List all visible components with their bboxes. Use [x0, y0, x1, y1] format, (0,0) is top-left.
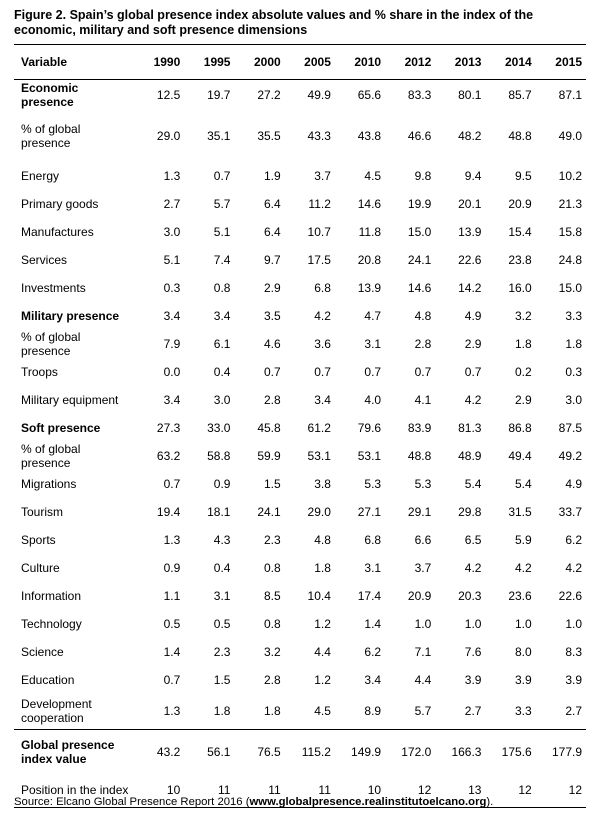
table-row: [14, 730, 586, 774]
table-cell: 4.2: [464, 392, 482, 407]
table-cell: 0.5: [163, 616, 181, 631]
table-cell: 19.9: [407, 196, 432, 211]
table-cell: 61.2: [307, 420, 331, 435]
table-cell: 20.9: [508, 196, 532, 211]
table-cell: 20.3: [458, 588, 482, 603]
column-header: 2000: [234, 45, 284, 80]
table-cell: 1.8: [565, 336, 582, 351]
table-cell: 13.9: [357, 280, 382, 295]
table-cell: 35.1: [207, 128, 231, 143]
row-label: Investments: [21, 280, 86, 295]
table-cell: 9.5: [515, 168, 532, 183]
table-cell: 5.4: [515, 476, 532, 491]
table-row: [14, 638, 586, 666]
table-cell: 4.0: [364, 392, 382, 407]
table-row: [14, 246, 586, 274]
table-cell: 4.8: [414, 308, 432, 323]
table-cell: 7.4: [213, 252, 231, 267]
row-label: Economic presence: [21, 80, 79, 109]
table-cell: 4.1: [414, 392, 432, 407]
table-cell: 3.1: [364, 336, 382, 351]
table-cell: 115.2: [301, 744, 331, 759]
table-cell: 6.8: [314, 280, 331, 295]
table-cell: 65.6: [357, 87, 382, 102]
figure-title: Figure 2. Spain’s global presence index absolute values and % share in the index of the economic, military and soft presence dimensions: [14, 8, 534, 37]
table-cell: 1.8: [263, 704, 281, 719]
table-cell: 14.2: [458, 280, 482, 295]
table-cell: 56.1: [207, 744, 231, 759]
table-cell: 0.4: [213, 364, 231, 379]
row-label: Military presence: [21, 308, 120, 323]
column-header: Variable: [14, 45, 134, 80]
table-cell: 2.3: [213, 644, 231, 659]
table-cell: 3.6: [314, 336, 331, 351]
table-cell: 3.4: [364, 672, 382, 687]
column-header: 2005: [285, 45, 335, 80]
table-cell: 23.8: [508, 252, 532, 267]
table-cell: 27.1: [357, 504, 382, 519]
table-cell: 49.0: [558, 128, 582, 143]
table-cell: 3.9: [565, 672, 582, 687]
table-row: [14, 526, 586, 554]
table-cell: 4.8: [314, 532, 331, 547]
table-cell: 27.2: [257, 87, 281, 102]
table-cell: 48.2: [458, 128, 482, 143]
table-cell: 1.8: [213, 704, 231, 719]
column-header: 2012: [385, 45, 435, 80]
table-cell: 6.2: [565, 532, 582, 547]
table-row: [14, 302, 586, 330]
table-cell: 23.6: [508, 588, 532, 603]
table-cell: 3.4: [163, 308, 181, 323]
table-cell: 59.9: [257, 448, 281, 463]
table-cell: 81.3: [458, 420, 482, 435]
table-cell: 0.7: [464, 364, 482, 379]
table-cell: 2.3: [263, 532, 281, 547]
table-cell: 33.7: [558, 504, 582, 519]
source-suffix: ).: [486, 796, 494, 808]
table-row: [14, 80, 586, 110]
table-cell: 1.9: [263, 168, 281, 183]
table-cell: 0.7: [414, 364, 432, 379]
table-cell: 19.7: [207, 87, 231, 102]
table-cell: 11.8: [358, 224, 382, 239]
table-cell: 20.1: [458, 196, 482, 211]
table-row: [14, 414, 586, 442]
table-cell: 83.3: [407, 87, 432, 102]
table-cell: 0.7: [163, 476, 181, 491]
table-cell: 4.2: [314, 308, 331, 323]
table-cell: 20.9: [407, 588, 432, 603]
table-cell: 49.2: [558, 448, 582, 463]
row-label: Manufactures: [21, 224, 94, 239]
table-cell: 48.8: [407, 448, 432, 463]
table-cell: 22.6: [458, 252, 482, 267]
table-cell: 10.4: [307, 588, 331, 603]
row-label: Military equipment: [21, 392, 119, 407]
table-cell: 7.6: [464, 644, 482, 659]
row-label: Culture: [21, 560, 60, 575]
table-row: [14, 358, 586, 386]
table-cell: 9.4: [464, 168, 482, 183]
table-cell: 53.1: [357, 448, 382, 463]
table-cell: 149.9: [351, 744, 382, 759]
table-cell: 0.5: [213, 616, 231, 631]
table-row: [14, 442, 586, 470]
table-cell: 0.7: [314, 364, 331, 379]
table-cell: 4.6: [263, 336, 281, 351]
table-cell: 0.3: [565, 364, 582, 379]
table-cell: 5.1: [163, 252, 181, 267]
table-cell: 5.9: [515, 532, 532, 547]
table-cell: 5.7: [414, 704, 432, 719]
row-label: Position in the index: [21, 783, 129, 798]
table-cell: 0.4: [213, 560, 231, 575]
table-cell: 2.8: [263, 672, 281, 687]
row-label: % of global presence: [21, 441, 81, 470]
table-cell: 2.9: [464, 336, 482, 351]
table-cell: 5.3: [364, 476, 382, 491]
table-cell: 0.2: [515, 364, 532, 379]
table-cell: 172.0: [401, 744, 432, 759]
table-cell: 3.4: [213, 308, 231, 323]
table-cell: 8.9: [364, 704, 382, 719]
table-cell: 4.2: [464, 560, 482, 575]
table-cell: 33.0: [207, 420, 231, 435]
table-cell: 5.3: [414, 476, 432, 491]
table-cell: 1.0: [414, 616, 432, 631]
table-cell: 80.1: [458, 87, 482, 102]
table-row: [14, 582, 586, 610]
table-cell: 6.8: [364, 532, 382, 547]
table-cell: 4.5: [314, 704, 331, 719]
table-cell: 18.1: [207, 504, 231, 519]
table-cell: 11.2: [308, 196, 331, 211]
table-cell: 5.4: [464, 476, 482, 491]
table-cell: 2.7: [565, 704, 582, 719]
table-cell: 87.5: [558, 420, 582, 435]
table-cell: 0.9: [213, 476, 231, 491]
table-cell: 1.3: [163, 704, 181, 719]
table-cell: 1.3: [163, 532, 181, 547]
table-cell: 1.0: [565, 616, 582, 631]
row-label: Development cooperation: [21, 697, 92, 726]
table-cell: 6.2: [364, 644, 382, 659]
table-cell: 1.0: [464, 616, 482, 631]
table-cell: 4.7: [364, 308, 382, 323]
row-label: Primary goods: [21, 196, 99, 211]
row-label: Energy: [21, 168, 60, 183]
table-cell: 9.7: [263, 252, 281, 267]
table-cell: 3.9: [515, 672, 532, 687]
row-label: Troops: [21, 364, 58, 379]
presence-table: [14, 44, 586, 808]
table-cell: 27.3: [156, 420, 181, 435]
row-label: % of global presence: [21, 329, 81, 358]
table-cell: 5.1: [213, 224, 231, 239]
table-cell: 175.6: [501, 744, 532, 759]
table-cell: 166.3: [451, 744, 482, 759]
table-cell: 4.9: [464, 308, 482, 323]
table-cell: 6.4: [263, 196, 281, 211]
table-cell: 4.3: [213, 532, 231, 547]
table-cell: 3.3: [515, 704, 532, 719]
table-cell: 4.4: [314, 644, 331, 659]
table-cell: 13: [468, 783, 482, 798]
row-label: Technology: [21, 616, 82, 631]
table-cell: 12: [518, 783, 532, 798]
table-cell: 14.6: [357, 196, 382, 211]
table-cell: 15.4: [508, 224, 532, 239]
table-cell: 49.9: [307, 87, 331, 102]
table-cell: 3.0: [213, 392, 231, 407]
table-cell: 29.8: [458, 504, 482, 519]
table-cell: 0.7: [163, 672, 181, 687]
table-cell: 7.9: [163, 336, 181, 351]
table-cell: 3.4: [314, 392, 331, 407]
table-cell: 3.8: [314, 476, 331, 491]
table-cell: 24.1: [407, 252, 432, 267]
table-cell: 8.0: [515, 644, 532, 659]
table-row: [14, 470, 586, 498]
table-cell: 3.0: [163, 224, 181, 239]
table-cell: 2.7: [464, 704, 482, 719]
table-cell: 2.9: [263, 280, 281, 295]
table-cell: 35.5: [257, 128, 281, 143]
table-cell: 48.9: [458, 448, 482, 463]
table-cell: 2.8: [263, 392, 281, 407]
table-cell: 58.8: [207, 448, 231, 463]
table-cell: 43.8: [357, 128, 382, 143]
table-cell: 83.9: [407, 420, 432, 435]
row-label: Science: [21, 644, 64, 659]
table-cell: 8.5: [263, 588, 281, 603]
row-label: Global presence index value: [21, 737, 115, 766]
table-cell: 3.9: [464, 672, 482, 687]
table-cell: 4.2: [515, 560, 532, 575]
table-row: [14, 694, 586, 730]
table-cell: 177.9: [551, 744, 582, 759]
table-cell: 9.8: [414, 168, 432, 183]
table-row: [14, 386, 586, 414]
row-label: Services: [21, 252, 68, 267]
header-row: [14, 45, 586, 80]
table-cell: 1.2: [314, 616, 331, 631]
table-cell: 0.8: [213, 280, 231, 295]
table-cell: 3.0: [565, 392, 582, 407]
table-cell: 4.2: [565, 560, 582, 575]
table-cell: 22.6: [558, 588, 582, 603]
table-cell: 48.8: [508, 128, 532, 143]
table-cell: 6.6: [414, 532, 432, 547]
table-cell: 6.5: [464, 532, 482, 547]
table-cell: 0.7: [364, 364, 382, 379]
row-label: Tourism: [21, 504, 64, 519]
table-row: [14, 190, 586, 218]
table-cell: 3.1: [213, 588, 231, 603]
table-cell: 0.8: [263, 560, 281, 575]
table-row: [14, 666, 586, 694]
table-cell: 3.2: [515, 308, 532, 323]
table-row: [14, 274, 586, 302]
table-cell: 3.3: [565, 308, 582, 323]
table-cell: 0.0: [163, 364, 181, 379]
column-header: 2010: [335, 45, 385, 80]
table-cell: 12: [417, 783, 432, 798]
table-cell: 85.7: [508, 87, 532, 102]
table-cell: 21.3: [558, 196, 582, 211]
table-cell: 2.7: [163, 196, 181, 211]
table-cell: 1.4: [163, 644, 181, 659]
table-cell: 46.6: [407, 128, 432, 143]
table-cell: 7.1: [414, 644, 432, 659]
table-cell: 1.0: [515, 616, 532, 631]
table-row: [14, 610, 586, 638]
table-cell: 1.1: [163, 588, 181, 603]
table-cell: 31.5: [508, 504, 532, 519]
row-label: % of global presence: [21, 121, 81, 150]
table-cell: 1.4: [364, 616, 382, 631]
table-cell: 10.7: [307, 224, 331, 239]
row-label: Education: [21, 672, 75, 687]
table-row: [14, 110, 586, 162]
table-cell: 12: [568, 783, 582, 798]
table-cell: 49.4: [508, 448, 532, 463]
table-cell: 29.1: [407, 504, 432, 519]
table-cell: 11: [318, 783, 331, 798]
row-label: Soft presence: [21, 420, 101, 435]
table-cell: 3.7: [314, 168, 331, 183]
table-cell: 0.9: [163, 560, 181, 575]
table-cell: 3.5: [263, 308, 281, 323]
table-cell: 3.7: [414, 560, 432, 575]
table-cell: 14.6: [407, 280, 432, 295]
table-body: [14, 80, 586, 808]
table-cell: 79.6: [357, 420, 382, 435]
table-cell: 1.5: [263, 476, 281, 491]
table-cell: 11: [218, 783, 231, 798]
row-label: Migrations: [21, 476, 77, 491]
table-cell: 15.0: [407, 224, 432, 239]
table-cell: 3.1: [364, 560, 382, 575]
table-cell: 0.7: [213, 168, 231, 183]
table-cell: 76.5: [257, 744, 281, 759]
table-cell: 1.2: [314, 672, 331, 687]
table-cell: 3.4: [163, 392, 181, 407]
table-cell: 15.8: [558, 224, 582, 239]
table-row: [14, 162, 586, 190]
table-cell: 1.8: [314, 560, 331, 575]
table-cell: 87.1: [558, 87, 582, 102]
column-header: 1990: [134, 45, 184, 80]
table-cell: 53.1: [307, 448, 331, 463]
table-row: [14, 498, 586, 526]
table-cell: 0.7: [263, 364, 281, 379]
table-cell: 20.8: [357, 252, 382, 267]
table-cell: 12.5: [156, 87, 181, 102]
table-cell: 1.3: [163, 168, 181, 183]
table-cell: 17.4: [357, 588, 382, 603]
table-cell: 1.8: [515, 336, 532, 351]
table-cell: 1.5: [213, 672, 231, 687]
table-cell: 43.2: [156, 744, 181, 759]
table-cell: 10: [166, 783, 181, 798]
table-cell: 24.8: [558, 252, 582, 267]
table-row: [14, 218, 586, 246]
column-header: 2014: [485, 45, 535, 80]
table-cell: 0.8: [263, 616, 281, 631]
row-label: Sports: [21, 532, 56, 547]
table-cell: 10: [367, 783, 382, 798]
table-cell: 8.3: [565, 644, 582, 659]
table-cell: 6.1: [213, 336, 231, 351]
table-cell: 86.8: [508, 420, 532, 435]
table-cell: 29.0: [307, 504, 331, 519]
table-cell: 63.2: [156, 448, 181, 463]
table-cell: 4.5: [364, 168, 382, 183]
table-cell: 2.9: [515, 392, 532, 407]
table-cell: 3.2: [263, 644, 281, 659]
table-cell: 5.7: [213, 196, 231, 211]
table-cell: 13.9: [458, 224, 482, 239]
column-header: 2013: [435, 45, 485, 80]
source-link[interactable]: www.globalpresence.realinstitutoelcano.org: [249, 796, 487, 808]
table-cell: 2.8: [414, 336, 432, 351]
table-row: [14, 330, 586, 358]
table-cell: 4.4: [414, 672, 432, 687]
column-header: 2015: [536, 45, 586, 80]
table-cell: 24.1: [257, 504, 281, 519]
table-cell: 16.0: [508, 280, 532, 295]
table-cell: 6.4: [263, 224, 281, 239]
table-cell: 4.9: [565, 476, 582, 491]
table-cell: 29.0: [156, 128, 181, 143]
source-note: [14, 796, 594, 808]
table-cell: 17.5: [307, 252, 331, 267]
table-cell: 45.8: [257, 420, 281, 435]
row-label: Information: [21, 588, 82, 603]
table-cell: 15.0: [558, 280, 582, 295]
table-cell: 10.2: [558, 168, 582, 183]
table-cell: 43.3: [307, 128, 331, 143]
table-cell: 19.4: [156, 504, 181, 519]
source-prefix: Source: Elcano Global Presence Report 2016 (: [14, 796, 250, 808]
table-cell: 11: [268, 783, 281, 798]
column-header: 1995: [184, 45, 234, 80]
table-cell: 0.3: [163, 280, 181, 295]
table-row: [14, 554, 586, 582]
